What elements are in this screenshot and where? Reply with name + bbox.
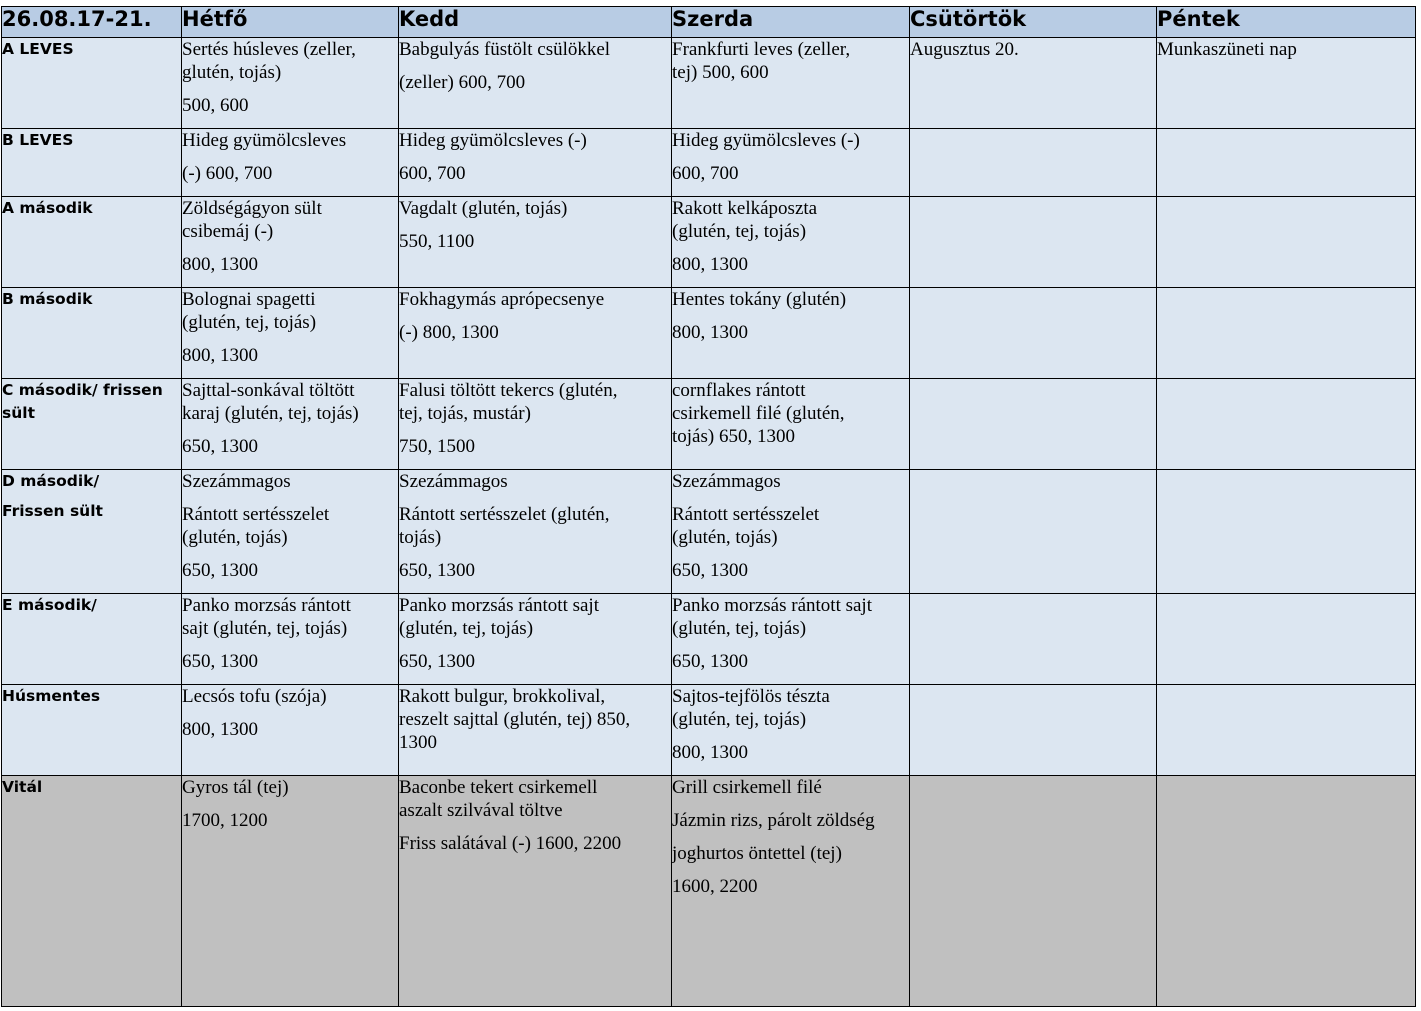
day-header-szerda: Szerda [672, 7, 910, 38]
row-label: B LEVES [2, 129, 182, 197]
menu-cell-kedd: Szezámmagos Rántott sertésszelet (glutén, tojás) 650, 1300 [399, 470, 672, 594]
menu-cell-csutortok [910, 379, 1157, 470]
menu-cell-csutortok [910, 129, 1157, 197]
day-header-kedd: Kedd [399, 7, 672, 38]
menu-cell-kedd: Vagdalt (glutén, tojás) 550, 1100 [399, 197, 672, 288]
date-range-header: 26.08.17-21. [2, 7, 182, 38]
day-header-pentek: Péntek [1157, 7, 1416, 38]
menu-cell-szerda: Szezámmagos Rántott sertésszelet (glutén, tojás) 650, 1300 [672, 470, 910, 594]
menu-cell-pentek [1157, 288, 1416, 379]
menu-cell-csutortok [910, 288, 1157, 379]
row-label: E második/ [2, 594, 182, 685]
menu-cell-pentek: Munkaszüneti nap [1157, 38, 1416, 129]
menu-cell-hetfo: Sajttal-sonkával töltött karaj (glutén, tej, tojás) 650, 1300 [182, 379, 399, 470]
menu-row-b-leves [2, 129, 1416, 197]
menu-cell-hetfo: Bolognai spagetti (glutén, tej, tojás) 800, 1300 [182, 288, 399, 379]
menu-cell-csutortok [910, 776, 1157, 1007]
menu-cell-csutortok [910, 685, 1157, 776]
menu-row-e-masodik [2, 594, 1416, 685]
menu-row-b-masodik [2, 288, 1416, 379]
header-row [2, 7, 1416, 38]
menu-cell-hetfo: Lecsós tofu (szója) 800, 1300 [182, 685, 399, 776]
menu-cell-pentek [1157, 776, 1416, 1007]
menu-cell-szerda: Frankfurti leves (zeller, tej) 500, 600 [672, 38, 910, 129]
row-label: D második/ Frissen sült [2, 470, 182, 594]
menu-cell-szerda: Hentes tokány (glutén) 800, 1300 [672, 288, 910, 379]
menu-cell-hetfo: Panko morzsás rántott sajt (glutén, tej, tojás) 650, 1300 [182, 594, 399, 685]
menu-cell-szerda: Grill csirkemell filé Jázmin rizs, párolt zöldség joghurtos öntettel (tej) 1600, 2200 [672, 776, 910, 1007]
row-label: Húsmentes [2, 685, 182, 776]
menu-cell-pentek [1157, 379, 1416, 470]
menu-cell-csutortok [910, 197, 1157, 288]
menu-cell-szerda: Panko morzsás rántott sajt (glutén, tej, tojás) 650, 1300 [672, 594, 910, 685]
menu-cell-hetfo: Sertés húsleves (zeller, glutén, tojás) 500, 600 [182, 38, 399, 129]
menu-cell-csutortok [910, 594, 1157, 685]
menu-cell-pentek [1157, 594, 1416, 685]
day-header-csutortok: Csütörtök [910, 7, 1157, 38]
menu-row-a-leves [2, 38, 1416, 129]
menu-row-c-masodik [2, 379, 1416, 470]
menu-cell-kedd: Falusi töltött tekercs (glutén, tej, tojás, mustár) 750, 1500 [399, 379, 672, 470]
row-label: A LEVES [2, 38, 182, 129]
menu-row-vital [2, 776, 1416, 1007]
menu-cell-hetfo: Zöldségágyon sült csibemáj (-) 800, 1300 [182, 197, 399, 288]
day-header-hetfo: Hétfő [182, 7, 399, 38]
menu-cell-hetfo: Szezámmagos Rántott sertésszelet (glutén, tojás) 650, 1300 [182, 470, 399, 594]
menu-cell-kedd: Hideg gyümölcsleves (-) 600, 700 [399, 129, 672, 197]
menu-cell-hetfo: Gyros tál (tej) 1700, 1200 [182, 776, 399, 1007]
weekly-menu-table [1, 6, 1416, 1007]
row-label: Vitál [2, 776, 182, 1007]
menu-cell-kedd: Baconbe tekert csirkemell aszalt szilvával töltve Friss salátával (-) 1600, 2200 [399, 776, 672, 1007]
menu-cell-pentek [1157, 685, 1416, 776]
menu-cell-pentek [1157, 129, 1416, 197]
menu-cell-szerda: Sajtos-tejfölös tészta (glutén, tej, tojás) 800, 1300 [672, 685, 910, 776]
menu-cell-kedd: Rakott bulgur, brokkolival, reszelt sajttal (glutén, tej) 850, 1300 [399, 685, 672, 776]
menu-cell-kedd: Panko morzsás rántott sajt (glutén, tej, tojás) 650, 1300 [399, 594, 672, 685]
menu-cell-szerda: Rakott kelkáposzta (glutén, tej, tojás) 800, 1300 [672, 197, 910, 288]
row-label: B második [2, 288, 182, 379]
menu-cell-pentek [1157, 470, 1416, 594]
menu-cell-csutortok: Augusztus 20. [910, 38, 1157, 129]
row-label: C második/ frissen sült [2, 379, 182, 470]
menu-cell-kedd: Fokhagymás aprópecsenye (-) 800, 1300 [399, 288, 672, 379]
menu-row-husmentes [2, 685, 1416, 776]
row-label: A második [2, 197, 182, 288]
menu-cell-szerda: Hideg gyümölcsleves (-) 600, 700 [672, 129, 910, 197]
menu-row-a-masodik [2, 197, 1416, 288]
menu-row-d-masodik [2, 470, 1416, 594]
menu-cell-szerda: cornflakes rántott csirkemell filé (glutén, tojás) 650, 1300 [672, 379, 910, 470]
menu-cell-csutortok [910, 470, 1157, 594]
menu-cell-pentek [1157, 197, 1416, 288]
menu-cell-hetfo: Hideg gyümölcsleves (-) 600, 700 [182, 129, 399, 197]
menu-cell-kedd: Babgulyás füstölt csülökkel (zeller) 600, 700 [399, 38, 672, 129]
